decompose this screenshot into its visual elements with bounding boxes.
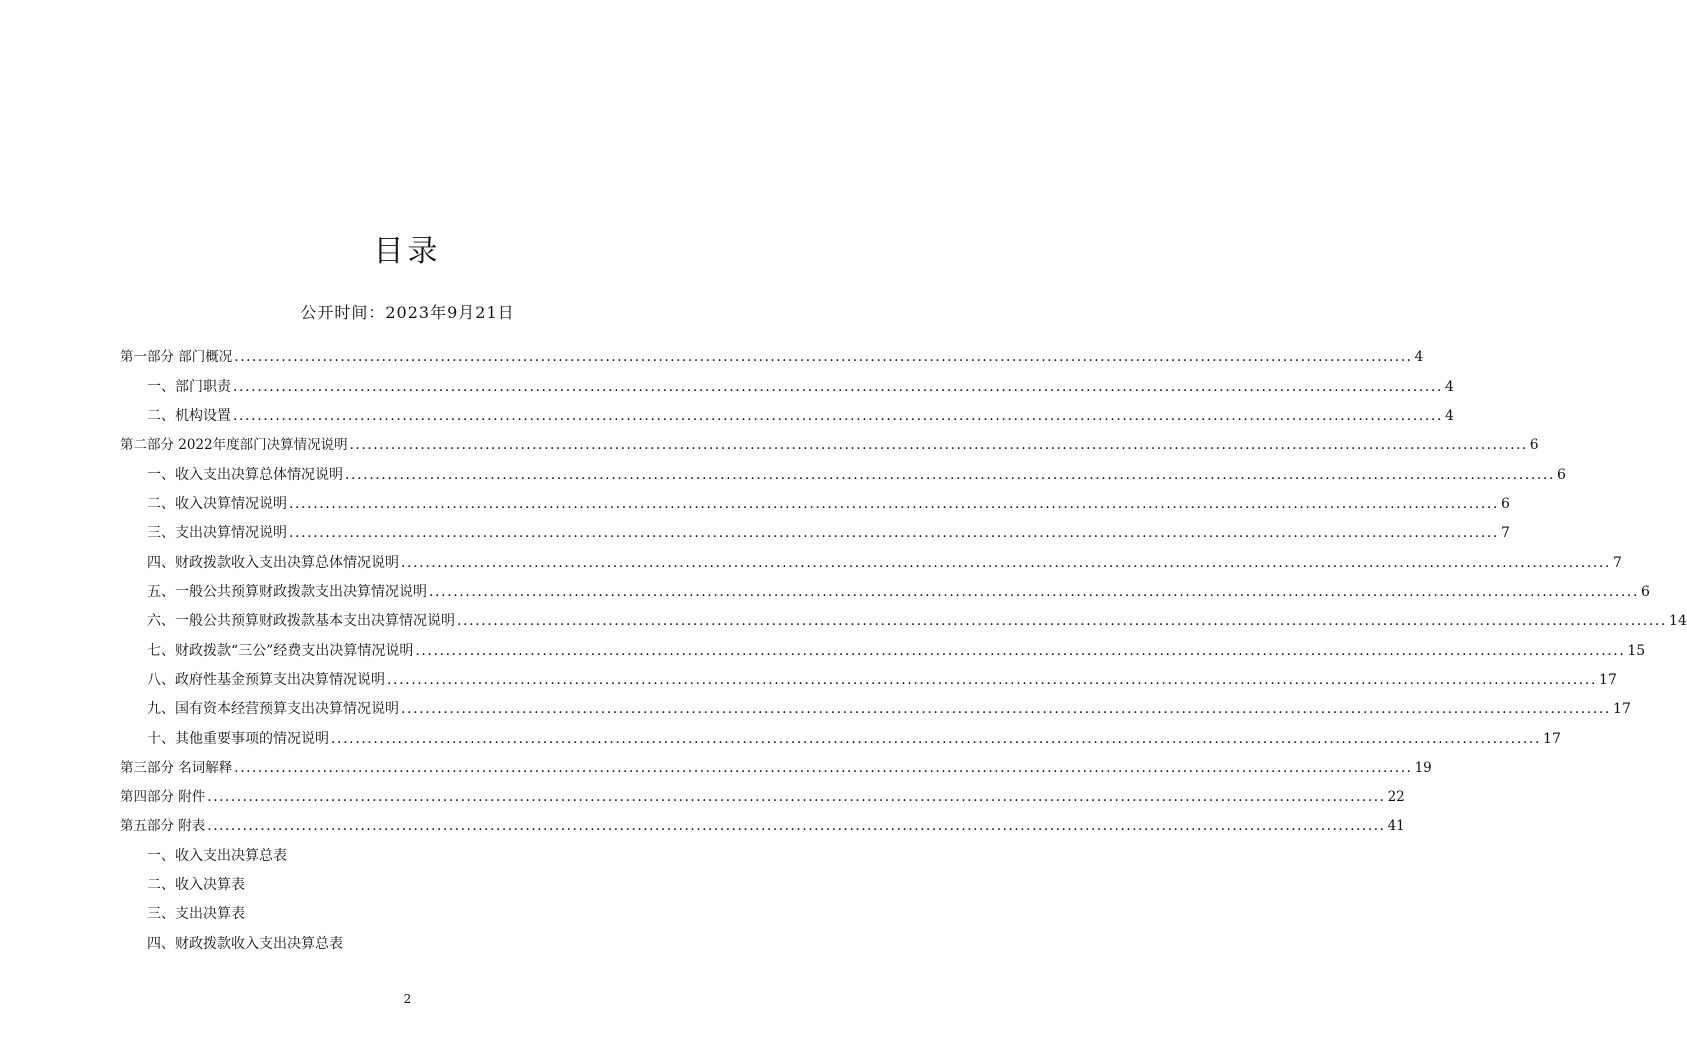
toc-entry[interactable]: [120, 815, 1405, 837]
toc-entry[interactable]: [147, 522, 1510, 544]
toc-entry-page: 17: [1613, 701, 1631, 717]
toc-entry-label: 五、一般公共预算财政拨款支出决算情况说明: [147, 584, 427, 600]
toc-entry-label: 第四部分 附件: [120, 789, 206, 805]
toc-entry[interactable]: [147, 698, 1631, 720]
toc-entry-page: 6: [1529, 437, 1539, 453]
appendix-item: 四、财政拨款收入支出决算总表: [147, 936, 343, 952]
toc-entry-label: 一、部门职责: [147, 379, 231, 395]
toc-entry-page: 41: [1387, 818, 1405, 834]
toc-entry[interactable]: [147, 728, 1561, 750]
toc-leader-dots: ........................................................................................................................................................................................................: [234, 349, 1413, 365]
toc-entry-page: 7: [1501, 525, 1510, 541]
toc-entry-label: 二、收入决算情况说明: [147, 496, 287, 512]
appendix-item: 二、收入决算表: [147, 877, 245, 893]
publish-date: 公开时间：2023年9月21日: [300, 303, 515, 322]
toc-entry-label: 第二部分 2022年度部门决算情况说明: [120, 437, 348, 453]
toc-entry-page: 15: [1627, 643, 1646, 659]
toc-entry-page: 6: [1501, 496, 1510, 512]
toc-entry[interactable]: [147, 464, 1566, 486]
toc-entry[interactable]: [147, 640, 1646, 662]
toc-entry-label: 七、财政拨款“三公”经费支出决算情况说明: [147, 643, 414, 659]
toc-entry[interactable]: [147, 552, 1622, 574]
toc-entry-page: 4: [1414, 349, 1424, 365]
toc-entry-label: 二、机构设置: [147, 408, 231, 424]
toc-entry[interactable]: [120, 757, 1432, 779]
toc-entry-page: 19: [1414, 760, 1432, 776]
toc-entry-label: 九、国有资本经营预算支出决算情况说明: [147, 701, 399, 717]
toc-entry-page: 7: [1613, 555, 1622, 571]
toc-entry[interactable]: [120, 434, 1539, 456]
toc-leader-dots: ........................................................................................................................................................................................................: [387, 672, 1598, 688]
toc-entry-label: 十、其他重要事项的情况说明: [147, 731, 329, 747]
toc-entry[interactable]: [147, 669, 1617, 691]
toc-leader-dots: ........................................................................................................................................................................................................: [345, 467, 1556, 483]
toc-leader-dots: ........................................................................................................................................................................................................: [207, 789, 1386, 805]
toc-leader-dots: ........................................................................................................................................................................................................: [331, 731, 1542, 747]
toc-entry-label: 六、一般公共预算财政拨款基本支出决算情况说明: [147, 613, 455, 629]
toc-entry-page: 4: [1445, 408, 1454, 424]
toc-leader-dots: ........................................................................................................................................................................................................: [429, 584, 1640, 600]
toc-leader-dots: ........................................................................................................................................................................................................: [207, 818, 1386, 834]
toc-leader-dots: ........................................................................................................................................................................................................: [234, 760, 1413, 776]
toc-entry[interactable]: [120, 786, 1405, 808]
toc-entry-label: 一、收入支出决算总体情况说明: [147, 467, 343, 483]
toc-entry-label: 四、财政拨款收入支出决算总体情况说明: [147, 555, 399, 571]
appendix-item: 三、支出决算表: [147, 906, 245, 922]
toc-entry[interactable]: [147, 581, 1650, 603]
toc-entry-page: 17: [1599, 672, 1617, 688]
toc-entry-page: 4: [1445, 379, 1454, 395]
toc-entry[interactable]: [147, 610, 1687, 632]
toc-leader-dots: ........................................................................................................................................................................................................: [457, 613, 1668, 629]
toc-entry-page: 14: [1669, 613, 1687, 629]
toc-leader-dots: ........................................................................................................................................................................................................: [349, 437, 1528, 453]
toc-entry-page: 6: [1641, 584, 1650, 600]
toc-entry-label: 八、政府性基金预算支出决算情况说明: [147, 672, 385, 688]
toc-leader-dots: ........................................................................................................................................................................................................: [401, 555, 1612, 571]
toc-leader-dots: ........................................................................................................................................................................................................: [415, 643, 1626, 659]
page-number: 2: [403, 992, 412, 1006]
toc-leader-dots: ........................................................................................................................................................................................................: [401, 701, 1612, 717]
toc-entry[interactable]: [147, 405, 1454, 427]
toc-entry-page: 17: [1543, 731, 1561, 747]
toc-entry-page: 22: [1387, 789, 1405, 805]
toc-leader-dots: ........................................................................................................................................................................................................: [233, 408, 1444, 424]
toc-entry-label: 第一部分 部门概况: [120, 349, 233, 365]
toc-entry-label: 三、支出决算情况说明: [147, 525, 287, 541]
toc-entry[interactable]: [120, 346, 1424, 368]
toc-leader-dots: ........................................................................................................................................................................................................: [233, 379, 1444, 395]
toc-leader-dots: ........................................................................................................................................................................................................: [289, 525, 1500, 541]
toc-entry-label: 第五部分 附表: [120, 818, 206, 834]
toc-leader-dots: ........................................................................................................................................................................................................: [289, 496, 1500, 512]
toc-entry-label: 第三部分 名词解释: [120, 760, 233, 776]
toc-entry[interactable]: [147, 493, 1510, 515]
toc-entry-page: 6: [1557, 467, 1566, 483]
document-title: 目录: [373, 234, 442, 269]
toc-entry[interactable]: [147, 376, 1454, 398]
appendix-item: 一、收入支出决算总表: [147, 848, 287, 864]
